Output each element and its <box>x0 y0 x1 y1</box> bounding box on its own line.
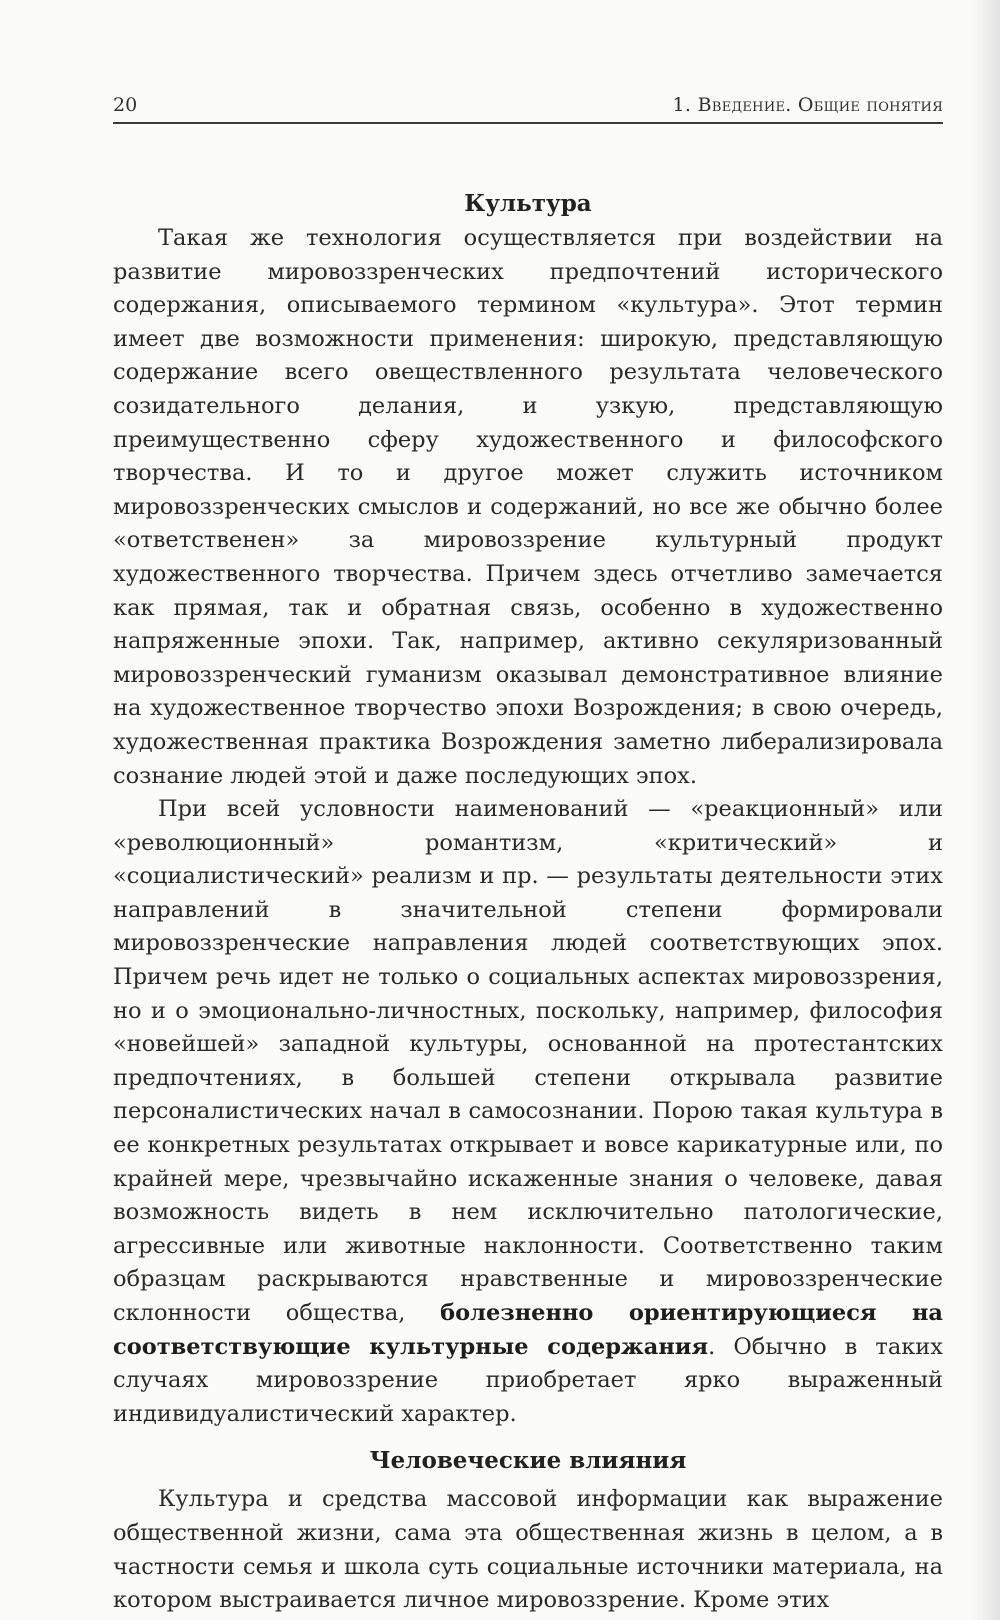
paragraph-culture-2-end: . Обычно в таких случаях мировоззрение приобретает ярко выраженный индивидуалистический характер. <box>113 1333 943 1427</box>
chapter-title: 1. Введение. Общие понятия <box>672 94 943 116</box>
paragraph-culture-2-bold: болезненно ориентирующиеся на соответствующие культурные содержания <box>113 1300 943 1360</box>
paragraph-human-influences-1: Культура и средства массовой информации как выражение общественной жизни, сама эта общественная жизнь в целом, а в частности семья и школа суть социальные источники материала, на котором выстраивается личное мировоззрение. Кроме этих <box>113 1486 943 1614</box>
section-heading-culture: Культура <box>464 190 592 217</box>
paragraph-culture-2-start: При всей условности наименований — «реакционный» или «революционный» романтизм, «критический» и «социалистический» реализм и пр. — результаты деятельности этих направлений в значительной степени формировали мировоззренческие направления людей соответствующих эпох. Причем речь идет не только о социальных аспектах мировоззрения, но и о эмоционально-личностных, поскольку, например, философия «новейшей» западной культуры, основанной на протестантских предпочтениях, в большей степени открывала развитие персоналистических начал в самосознании. Порою такая культура в ее конкретных результатах открывает и вовсе карикатурные или, по крайней мере, чрезвычайно искаженные знания о человеке, давая возможность видеть в нем исключительно патологические, агрессивные или животные наклонности. Соответственно таким образцам раскрываются нравственные и мировоззренческие склонности общества, <box>113 796 943 1326</box>
section-heading-human-influences: Человеческие влияния <box>369 1447 687 1475</box>
running-header <box>113 90 943 124</box>
page-number: 20 <box>113 94 138 116</box>
page-body <box>113 186 943 1618</box>
paragraph-culture-2 <box>113 793 943 1431</box>
paragraph-culture-1: Такая же технология осуществляется при воздействии на развитие мировоззренческих предпочтений исторического содержания, описываемого термином «культура». Этот термин имеет две возможности применения: широкую, представляющую содержание всего овеществленного результата человеческого созидательного делания, и узкую, представляющую преимущественно сферу художественного и философского творчества. И то и другое может служить источником мировоззренческих смыслов и содержаний, но все же обычно более «ответственен» за мировоззрение культурный продукт художественного творчества. Причем здесь отчетливо замечается как прямая, так и обратная связь, особенно в художественно напряженные эпохи. Так, например, активно секуляризованный мировоззренческий гуманизм оказывал демонстративное влияние на художественное творчество эпохи Возрождения; в свою очередь, художественная практика Возрождения заметно либерализировала сознание людей этой и даже последующих эпох. <box>113 225 943 789</box>
